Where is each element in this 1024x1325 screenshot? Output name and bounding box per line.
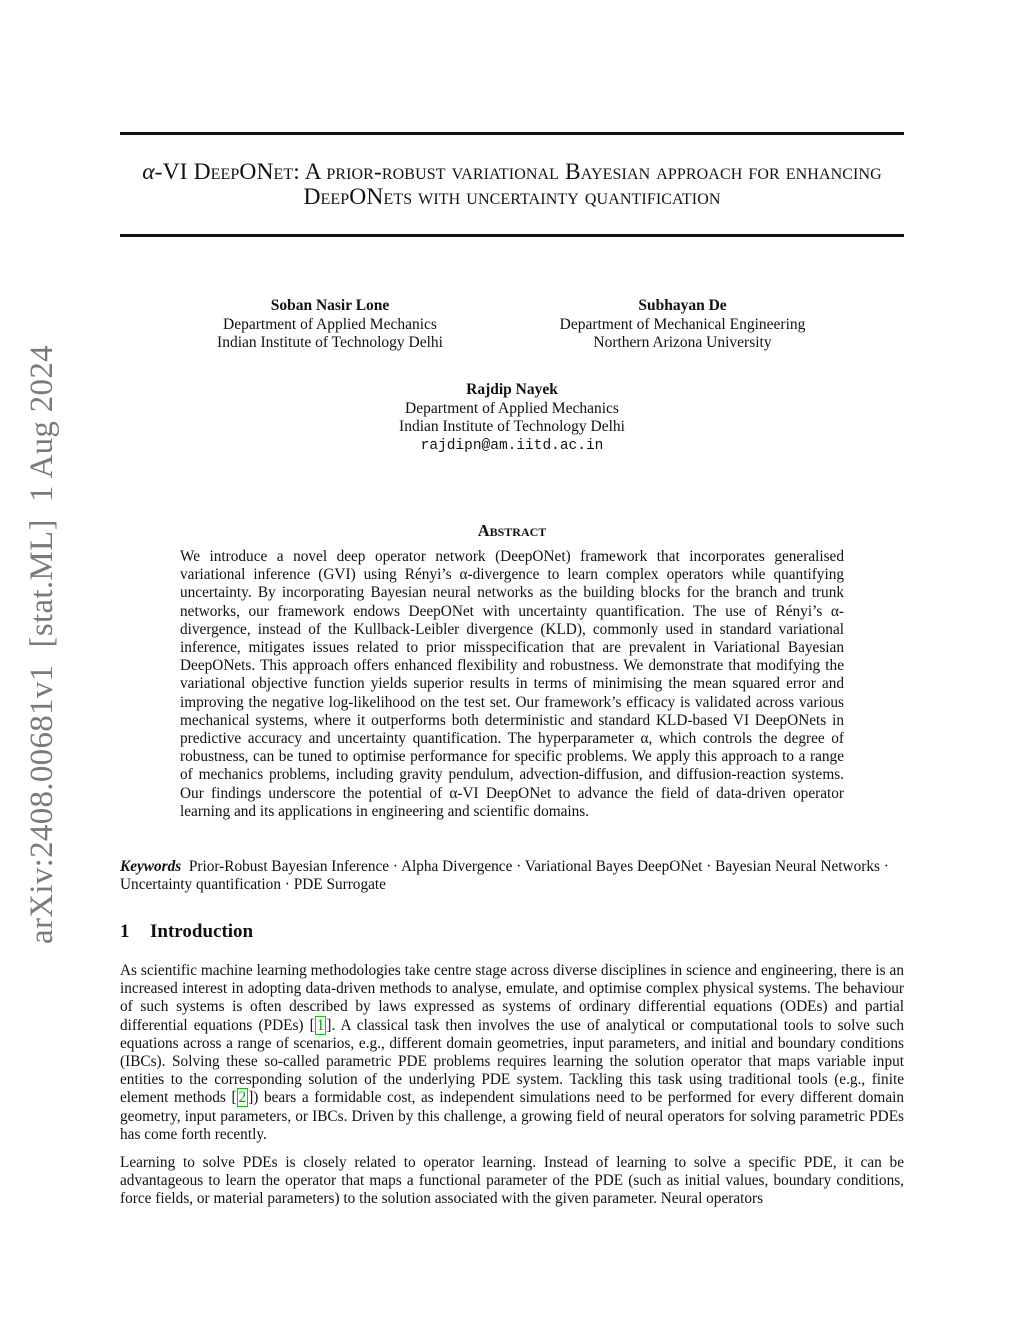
section-heading: [120, 921, 253, 943]
author-block: [520, 297, 845, 353]
section-title: Introduction: [150, 921, 254, 942]
section-number: 1: [120, 921, 130, 942]
author-email[interactable]: rajdipn@am.iitd.ac.in: [420, 437, 604, 454]
author-name: Soban Nasir Lone: [270, 297, 390, 314]
citation-link[interactable]: 2: [238, 1089, 247, 1107]
abstract-text: We introduce a novel deep operator network (DeepONet) framework that incorporates generalised variational inference (GVI) using Rényi’s α-divergence to learn complex operators while quantifying uncertainty. By incorporating Bayesian neural networks as the building blocks for the branch and trunk networks, our framework endows DeepONet with uncertainty quantification. The use of Rényi’s α-divergence, instead of the Kullback-Leibler divergence (KLD), commonly used in standard variational inference, mitigates issues related to prior misspecification that are prevalent in Variational Bayesian DeepONets. This approach offers enhanced flexibility and robustness. We demonstrate that modifying the variational objective function yields superior results in terms of minimising the mean squared error and improving the negative log-likelihood on the test set. Our framework’s efficacy is validated across various mechanical systems, where it outperforms both deterministic and standard KLD-based VI DeepONets in predictive accuracy and uncertainty quantification. The hyperparameter α, which controls the degree of robustness, can be tuned to optimise performance for specific problems. We apply this approach to a range of mechanics problems, including gravity pendulum, advection-diffusion, and diffusion-reaction systems. Our findings underscore the potential of α-VI DeepONet to advance the field of data-driven operator learning and its applications in engineering and scientific domains.: [180, 548, 844, 820]
keywords-label: Keywords: [120, 858, 182, 875]
paper-title: [120, 160, 904, 210]
author-department: Department of Mechanical Engineering: [559, 315, 806, 333]
title-text: -VI DeepONet: A prior-robust variational Bayesian approach for enhancing DeepONets with uncertainty quantification: [154, 159, 882, 210]
title-rule-bottom: [120, 234, 904, 237]
keywords: [120, 858, 904, 894]
author-institution: Indian Institute of Technology Delhi: [217, 334, 443, 351]
arxiv-identifier: arXiv:2408.00681v1 [stat.ML] 1 Aug 2024: [24, 345, 60, 944]
paragraph-text: ]. A classical task then involves the use of analytical or computational tools to solve such equations across a range of scenarios, e.g., different domain geometries, input parameters, and initial and boundary conditions (IBCs). Solving these so-called parametric PDE problems requires learning the solution operator that maps variable input entities to the corresponding solution of the underlying PDE system. Tackling this task using traditional tools (e.g., finite element methods [: [120, 1016, 904, 1107]
author-name: Subhayan De: [638, 297, 727, 314]
author-department: Department of Applied Mechanics: [223, 315, 437, 333]
author-institution: Indian Institute of Technology Delhi: [399, 418, 625, 435]
author-institution: Northern Arizona University: [593, 334, 772, 351]
author-name: Rajdip Nayek: [466, 381, 558, 398]
title-alpha-symbol: α: [142, 159, 155, 185]
keywords-text: Prior-Robust Bayesian Inference · Alpha Divergence · Variational Bayes DeepONet · Bayesian Neural Networks · Uncertainty quantification · PDE Surrogate: [120, 858, 889, 894]
paragraph-text: ]) bears a formidable cost, as independent simulations need to be performed for every different domain geometry, input parameters, or IBCs. Driven by this challenge, a growing field of neural operators for solving parametric PDEs has come forth recently.: [120, 1089, 905, 1143]
title-rule-top: [120, 132, 904, 135]
intro-paragraph-2: Learning to solve PDEs is closely related to operator learning. Instead of learning to solve a specific PDE, it can be advantageous to learn the operator that maps a functional parameter of the PDE (such as initial values, boundary conditions, force fields, or material parameters) to the solution associated with the given parameter. Neural operators: [120, 1154, 904, 1208]
citation-link[interactable]: 1: [316, 1016, 325, 1034]
author-block: [170, 297, 490, 353]
intro-paragraph-1: [120, 962, 904, 1144]
author-department: Department of Applied Mechanics: [405, 399, 619, 417]
author-block: [352, 381, 672, 455]
paragraph-text: As scientific machine learning methodologies take centre stage across diverse disciplines in science and engineering, there is an increased interest in adopting data-driven methods to analyse, emulate, and optimise complex physical systems. The behaviour of such systems is often described by laws expressed as systems of ordinary differential equations (ODEs) and partial differential equations (PDEs) [: [120, 962, 904, 1034]
abstract-heading: Abstract: [477, 521, 547, 540]
